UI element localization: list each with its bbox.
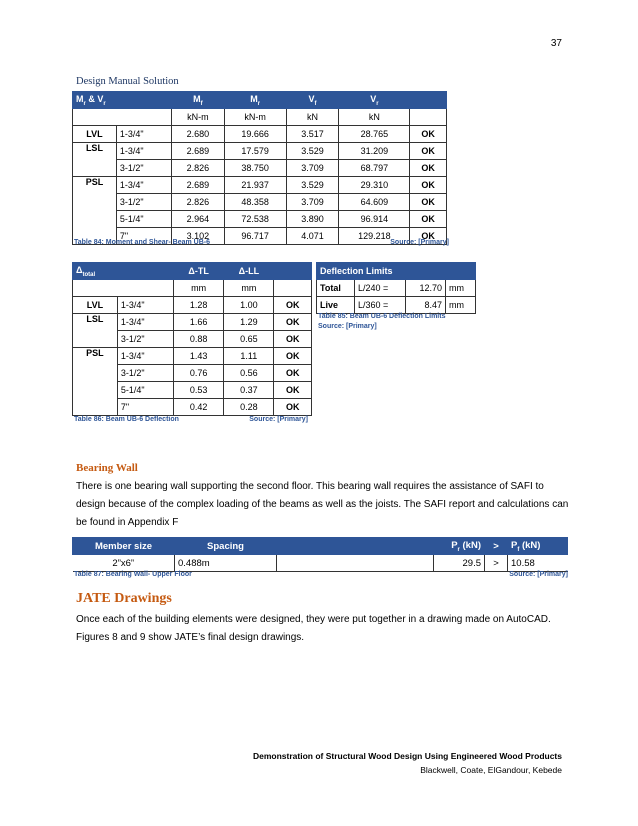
- table-cell: 7": [117, 399, 173, 416]
- table-cell: >: [485, 555, 508, 572]
- table-cell: 5-1/4": [117, 382, 173, 399]
- table-cell: 1-3/4": [116, 177, 171, 194]
- table-cell: 3.709: [286, 194, 339, 211]
- table-cell: 2.680: [171, 126, 224, 143]
- table-cell: 12.70: [405, 280, 445, 297]
- table-cell: 1.29: [224, 314, 274, 331]
- header-cell: $M_r$: [224, 92, 286, 109]
- table-cell: OK: [410, 211, 447, 228]
- table-cell: OK: [274, 314, 312, 331]
- table-cell: 1-3/4": [116, 143, 171, 160]
- table-cell: 5-1/4": [116, 211, 171, 228]
- table-row: [73, 211, 447, 228]
- table-cell: mm: [446, 280, 476, 297]
- header-cell: [274, 263, 312, 280]
- table-cell: 3-1/2": [117, 331, 173, 348]
- caption-text: Table 86: Beam UB-6 Deflection: [74, 416, 179, 423]
- table-cell: 3-1/2": [117, 365, 173, 382]
- header-cell: $\Delta_{total}$: [73, 263, 174, 280]
- caption-text: Table 85: Beam UB-6 Deflection Limits: [318, 313, 446, 320]
- header-cell: $V_r$: [339, 92, 410, 109]
- bearing-wall-heading: Bearing Wall: [76, 462, 138, 474]
- table-cell: 3.709: [286, 160, 339, 177]
- table-cell: 4.071: [286, 228, 339, 245]
- header-cell: $V_f$: [286, 92, 339, 109]
- table-cell: 8.47: [405, 297, 445, 314]
- table-cell: 64.609: [339, 194, 410, 211]
- header-cell: [410, 92, 447, 109]
- page-footer: [253, 749, 562, 777]
- table-cell: 2.689: [171, 143, 224, 160]
- table-cell: 0.488m: [175, 555, 277, 572]
- caption-source: Source: [Primary]: [318, 323, 377, 330]
- table-cell: 48.358: [224, 194, 286, 211]
- table-cell: 1.28: [174, 297, 224, 314]
- table-cell: OK: [274, 331, 312, 348]
- table-header-row: [73, 92, 447, 109]
- table-row: [73, 348, 312, 365]
- table-84-caption: [74, 239, 449, 246]
- header-cell: $M_r$ & $V_r$: [73, 92, 172, 109]
- caption-text: Table 84: Moment and Shear- Beam UB-6: [74, 239, 211, 246]
- table-cell: 1-3/4": [116, 126, 171, 143]
- table-header-row: [73, 263, 312, 280]
- table-cell: 28.765: [339, 126, 410, 143]
- table-cell: OK: [410, 126, 447, 143]
- table-cell: 1-3/4": [117, 297, 173, 314]
- table-cell: mm: [446, 297, 476, 314]
- table-cell: 0.37: [224, 382, 274, 399]
- table-cell: 1.66: [174, 314, 224, 331]
- table-cell: LSL: [73, 143, 117, 177]
- units-row: [73, 109, 447, 126]
- units-row: [73, 280, 312, 297]
- table-cell: 3-1/2": [116, 194, 171, 211]
- table-cell: [410, 109, 447, 126]
- table-cell: 17.579: [224, 143, 286, 160]
- table-cell: 2.689: [171, 177, 224, 194]
- table-cell: 3.517: [286, 126, 339, 143]
- table-85: [316, 262, 476, 314]
- table-cell: L/240 =: [354, 280, 405, 297]
- table-cell: Live: [317, 297, 355, 314]
- table-87: [72, 537, 568, 572]
- table-cell: 0.88: [174, 331, 224, 348]
- table-cell: OK: [274, 365, 312, 382]
- table-row: [73, 143, 447, 160]
- table-cell: 129.218: [339, 228, 410, 245]
- table-cell: 2.826: [171, 160, 224, 177]
- jate-drawings-heading: JATE Drawings: [76, 591, 172, 606]
- table-cell: OK: [410, 228, 447, 245]
- header-cell: $P_r$ (kN): [434, 538, 485, 555]
- unit-cell: kN: [339, 109, 410, 126]
- table-cell: 2”x6”: [73, 555, 175, 572]
- table-cell: 3.102: [171, 228, 224, 245]
- table-cell: 0.28: [224, 399, 274, 416]
- table-row: [73, 297, 312, 314]
- table-cell: 1.43: [174, 348, 224, 365]
- table-cell: 0.56: [224, 365, 274, 382]
- caption-source: Source: [Primary]: [390, 239, 449, 246]
- header-cell: Δ-LL: [224, 263, 274, 280]
- table-cell: 0.65: [224, 331, 274, 348]
- page-number: 37: [550, 38, 562, 49]
- table-row: [317, 297, 476, 314]
- table-cell: 3.890: [286, 211, 339, 228]
- table-cell: LVL: [73, 126, 117, 143]
- table-cell: PSL: [73, 177, 117, 245]
- unit-cell: mm: [224, 280, 274, 297]
- table-cell: Total: [317, 280, 355, 297]
- table-cell: PSL: [73, 348, 118, 416]
- table-cell: 2.964: [171, 211, 224, 228]
- table-86: [72, 262, 312, 416]
- table-cell: OK: [410, 177, 447, 194]
- table-cell: 29.310: [339, 177, 410, 194]
- table-85-caption: [318, 312, 445, 332]
- table-cell: 29.5: [434, 555, 485, 572]
- unit-cell: mm: [174, 280, 224, 297]
- header-cell: Δ-TL: [174, 263, 224, 280]
- header-cell: $M_f$: [171, 92, 224, 109]
- table-cell: 1.00: [224, 297, 274, 314]
- table-84: [72, 91, 447, 245]
- table-cell: 0.76: [174, 365, 224, 382]
- table-cell: 3-1/2": [116, 160, 171, 177]
- table-cell: [277, 555, 434, 572]
- table-header-row: [317, 263, 476, 280]
- table-cell: OK: [274, 297, 312, 314]
- unit-cell: kN-m: [171, 109, 224, 126]
- table-cell: OK: [274, 348, 312, 365]
- table-cell: OK: [410, 143, 447, 160]
- footer-title: Demonstration of Structural Wood Design Using Engineered Wood Products: [252, 751, 562, 761]
- table-cell: 21.937: [224, 177, 286, 194]
- table-row: [73, 314, 312, 331]
- table-cell: 38.750: [224, 160, 286, 177]
- table-cell: 3.529: [286, 177, 339, 194]
- table-87-caption: [74, 571, 568, 578]
- caption-source: Source: [Primary]: [509, 571, 568, 578]
- table-row: [73, 126, 447, 143]
- table-cell: 0.53: [174, 382, 224, 399]
- table-cell: LVL: [73, 297, 118, 314]
- header-cell: $P_f$ (kN): [508, 538, 568, 555]
- header-cell: Spacing: [175, 538, 277, 555]
- caption-text: Table 87: Bearing Wall- Upper Floor: [74, 571, 192, 578]
- section-title: Design Manual Solution: [76, 76, 179, 87]
- table-cell: 2.826: [171, 194, 224, 211]
- table-cell: OK: [274, 382, 312, 399]
- table-cell: 96.914: [339, 211, 410, 228]
- table-cell: 68.797: [339, 160, 410, 177]
- table-cell: [73, 280, 174, 297]
- table-cell: OK: [410, 160, 447, 177]
- table-cell: OK: [274, 399, 312, 416]
- caption-source: Source: [Primary]: [249, 416, 308, 423]
- header-cell: Member size: [73, 538, 175, 555]
- unit-cell: kN-m: [224, 109, 286, 126]
- table-cell: 7": [116, 228, 171, 245]
- unit-cell: kN: [286, 109, 339, 126]
- table-cell: 96.717: [224, 228, 286, 245]
- table-cell: 3.529: [286, 143, 339, 160]
- table-row: [73, 160, 447, 177]
- jate-drawings-paragraph: Once each of the building elements were designed, they were put together in a drawing made on AutoCAD. Figures 8 and 9 show JATE’s final design drawings.: [76, 614, 551, 643]
- header-cell: Deflection Limits: [317, 263, 476, 280]
- table-cell: LSL: [73, 314, 118, 348]
- table-cell: 0.42: [174, 399, 224, 416]
- footer-authors: Blackwell, Coate, ElGandour, Kebede: [420, 765, 562, 775]
- table-header-row: [73, 538, 568, 555]
- table-row: [73, 555, 568, 572]
- table-row: [317, 280, 476, 297]
- table-cell: OK: [410, 194, 447, 211]
- table-cell: 10.58: [508, 555, 568, 572]
- table-cell: 1-3/4": [117, 314, 173, 331]
- table-cell: L/360 =: [354, 297, 405, 314]
- table-cell: [274, 280, 312, 297]
- table-row: [73, 194, 447, 211]
- table-cell: 1-3/4": [117, 348, 173, 365]
- bearing-wall-paragraph: There is one bearing wall supporting the second floor. This bearing wall requires the assistance of SAFI to design because of the complex loading of the beams as well as the joists. The SAFI report and calculations can be found in Appendix F: [76, 481, 569, 528]
- table-cell: [73, 109, 172, 126]
- table-cell: 19.666: [224, 126, 286, 143]
- table-cell: 1.11: [224, 348, 274, 365]
- table-row: [73, 177, 447, 194]
- table-86-caption: [74, 416, 314, 423]
- table-cell: 72.538: [224, 211, 286, 228]
- header-cell: [277, 538, 434, 555]
- table-cell: 31.209: [339, 143, 410, 160]
- header-cell: >: [485, 538, 508, 555]
